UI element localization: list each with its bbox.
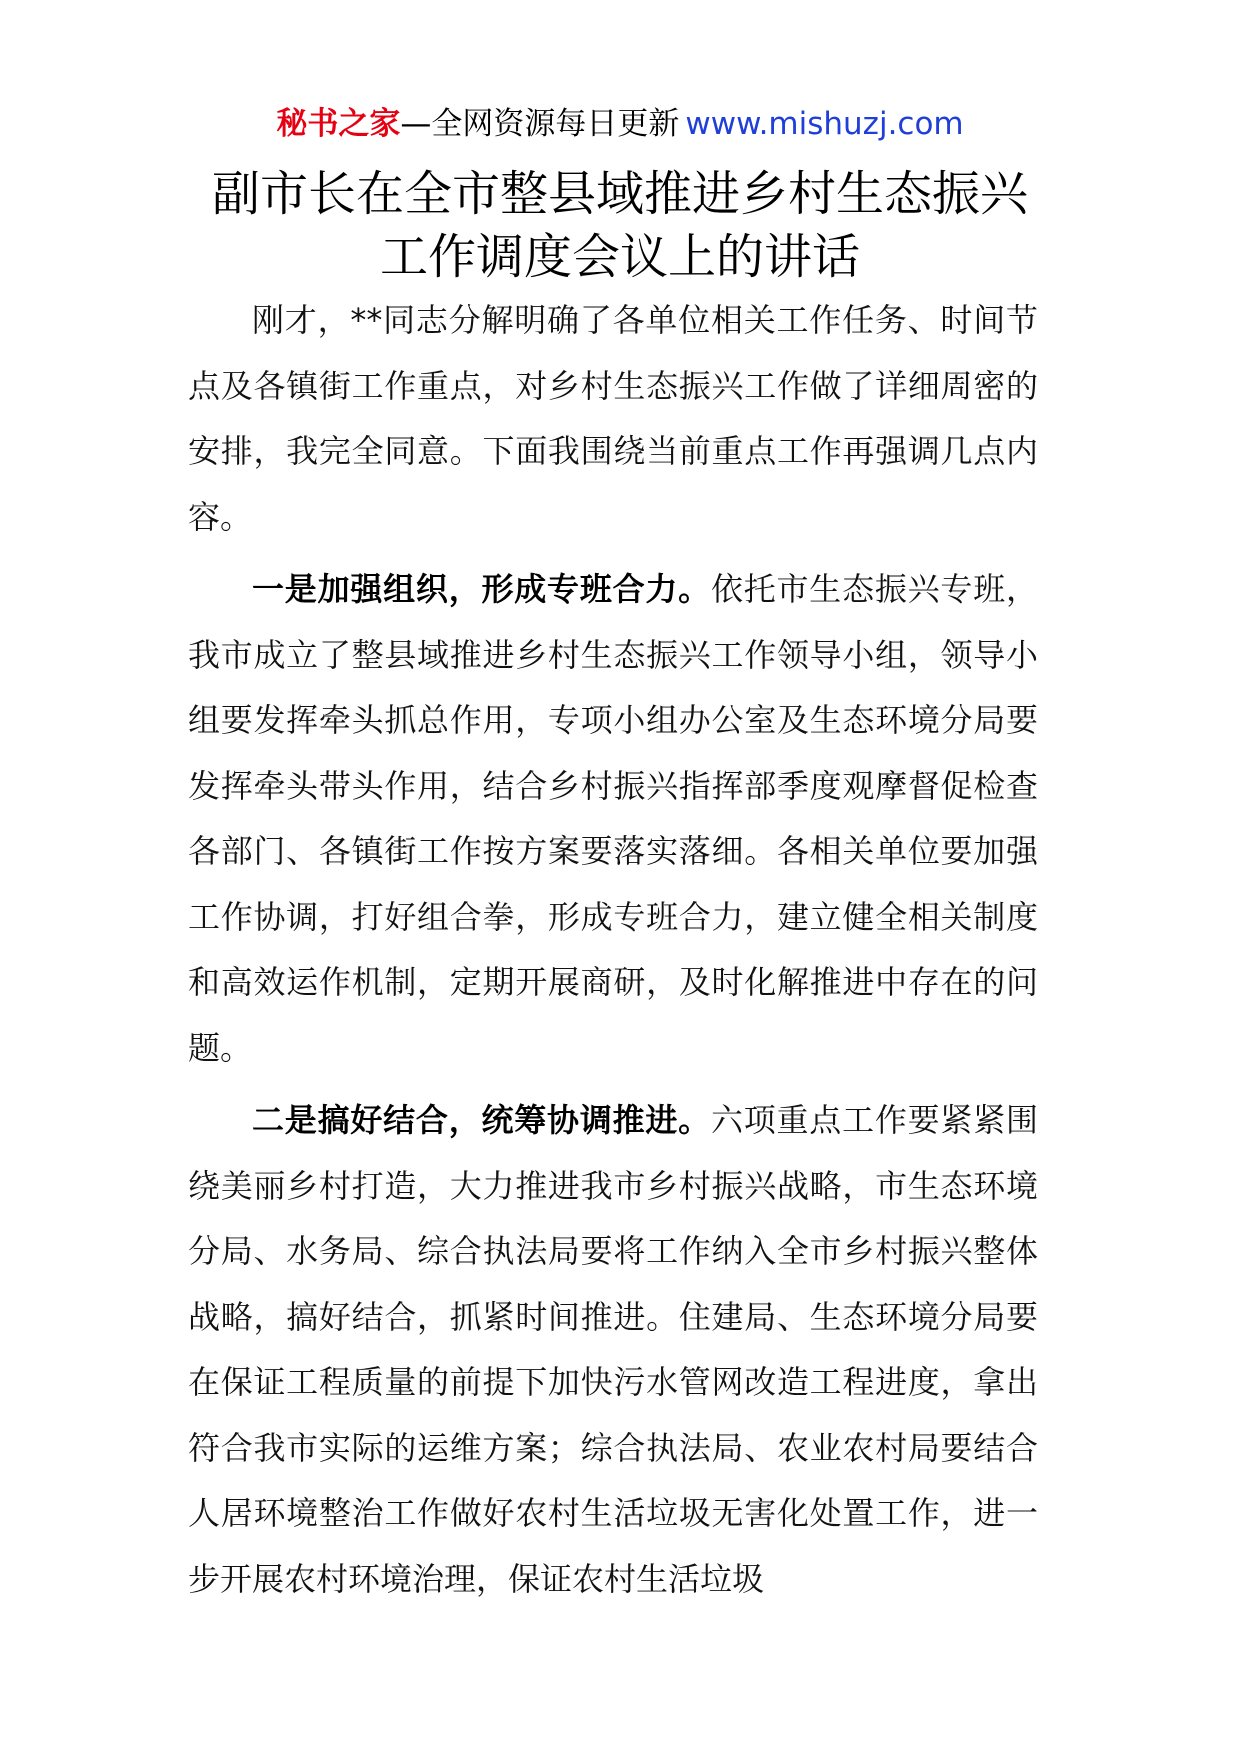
website-link[interactable]: www.mishuzj.com [685, 106, 964, 142]
paragraph [188, 288, 1038, 550]
document-body [188, 288, 1038, 1612]
paragraph [188, 557, 1038, 1081]
paragraph-lead: 一是加强组织，形成专班合力。 [252, 570, 711, 608]
paragraph-text: 依托市生态振兴专班，我市成立了整县域推进乡村生态振兴工作领导小组，领导小组要发挥牵头抓总作用，专项小组办公室及生态环境分局要发挥牵头带头作用，结合乡村振兴指挥部季度观摩督促检查各部门、各镇街工作按方案要落实落细。各相关单位要加强工作协调，打好组合拳，形成专班合力，建立健全相关制度和高效运作机制，定期开展商研，及时化解推进中存在的问题。 [188, 570, 1038, 1067]
header-banner [0, 104, 1240, 144]
paragraph [188, 1088, 1038, 1612]
slogan: —全网资源每日更新 [400, 106, 680, 142]
paragraph-text: 刚才，**同志分解明确了各单位相关工作任务、时间节点及各镇街工作重点，对乡村生态振兴工作做了详细周密的安排，我完全同意。下面我围绕当前重点工作再强调几点内容。 [188, 301, 1038, 536]
title-line-1: 副市长在全市整县域推进乡村生态振兴 [211, 166, 1028, 222]
brand-name: 秘书之家 [276, 106, 401, 142]
paragraph-text: 六项重点工作要紧紧围绕美丽乡村打造，大力推进我市乡村振兴战略，市生态环境分局、水务局、综合执法局要将工作纳入全市乡村振兴整体战略，搞好结合，抓紧时间推进。住建局、生态环境分局要在保证工程质量的前提下加快污水管网改造工程进度，拿出符合我市实际的运维方案；综合执法局、农业农村局要结合人居环境整治工作做好农村生活垃圾无害化处置工作，进一步开展农村环境治理，保证农村生活垃圾 [188, 1101, 1038, 1598]
title-line-2: 工作调度会议上的讲话 [379, 229, 860, 285]
paragraph-lead: 二是搞好结合，统筹协调推进。 [252, 1101, 711, 1139]
document-title [150, 163, 1090, 289]
